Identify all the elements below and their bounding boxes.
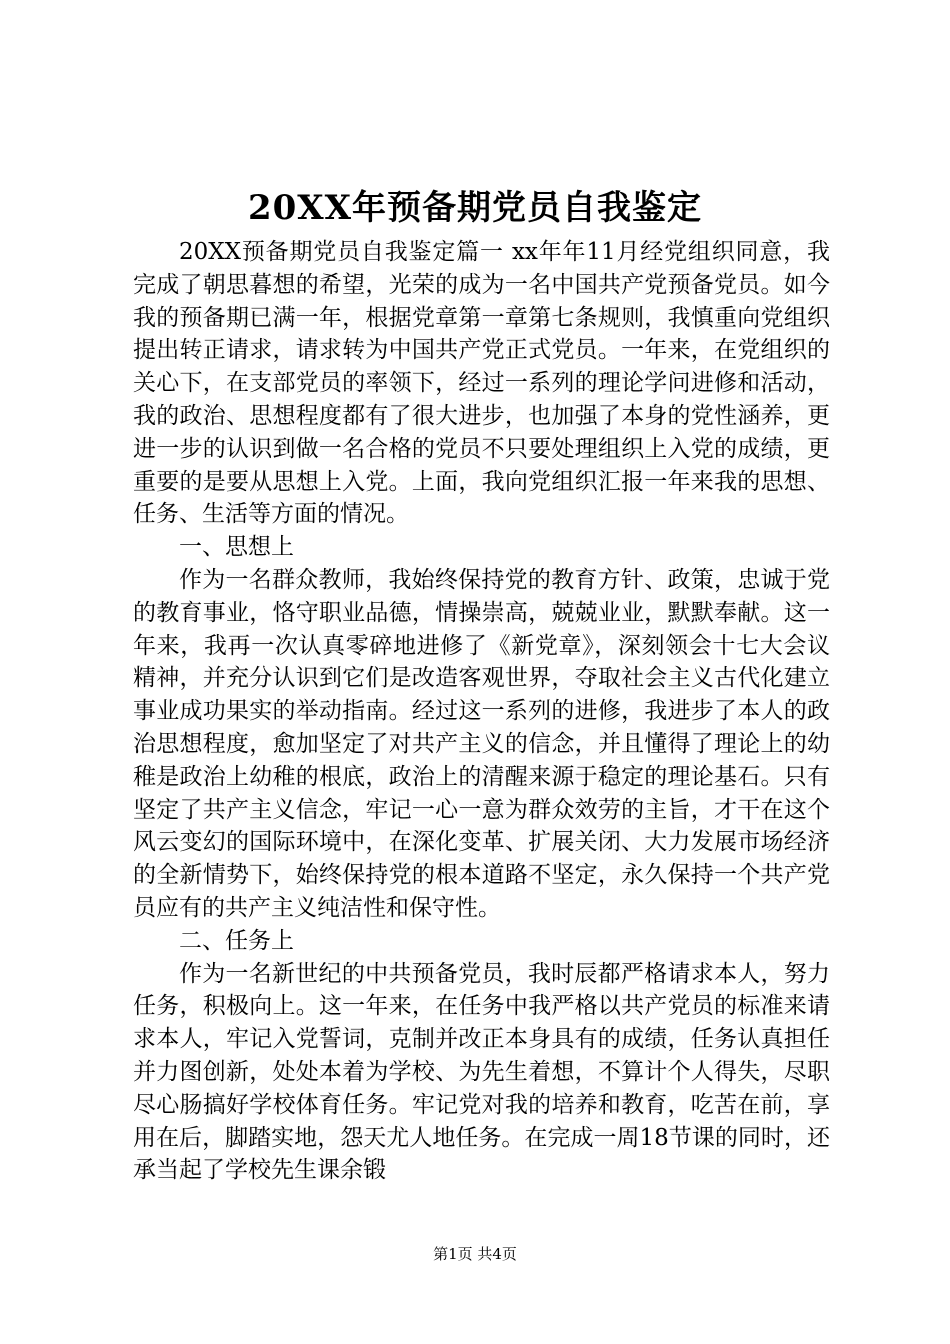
document-body [133, 236, 830, 1187]
section-heading-thought: 一、思想上 [179, 534, 294, 561]
intro-paragraph: 20XX预备期党员自我鉴定篇一 xx年年11月经党组织同意，我完成了朝思暮想的希望，光荣的成为一名中国共产党预备党员。如今我的预备期已满一年，根据党章第一章第七条规则，我慎重向党组织提出转正请求，请求转为中国共产党正式党员。一年来，在党组织的关心下，在支部党员的率领下，经过一系列的理论学问进修和活动，我的政治、思想程度都有了很大进步，也加强了本身的党性涵养，更进一步的认识到做一名合格的党员不只要处理组织上入党的成绩，更重要的是要从思想上入党。上面，我向党组织汇报一年来我的思想、任务、生活等方面的情况。 [133, 239, 830, 528]
document-title: 20XX年预备期党员自我鉴定 [247, 188, 703, 228]
section-heading-work: 二、任务上 [179, 927, 294, 954]
page-footer: 第1页 共4页 [433, 1245, 517, 1263]
thought-paragraph: 作为一名群众教师，我始终保持党的教育方针、政策，忠诚于党的教育事业，恪守职业品德，情操崇高，兢兢业业，默默奉献。这一年来，我再一次认真零碎地进修了《新党章》，深刻领会十七大会议精神，并充分认识到它们是改造客观世界，夺取社会主义古代化建立事业成功果实的举动指南。经过这一系列的进修，我进步了本人的政治思想程度，愈加坚定了对共产主义的信念，并且懂得了理论上的幼稚是政治上幼稚的根底，政治上的清醒来源于稳定的理论基石。只有坚定了共产主义信念，牢记一心一意为群众效劳的主旨，才干在这个风云变幻的国际环境中，在深化变革、扩展关闭、大力发展市场经济的全新情势下，始终保持党的根本道路不坚定，永久保持一个共产党员应有的共产主义纯洁性和保守性。 [133, 566, 830, 921]
work-paragraph: 作为一名新世纪的中共预备党员，我时辰都严格请求本人，努力任务，积极向上。这一年来，在任务中我严格以共产党员的标准来请求本人，牢记入党誓词，克制并改正本身具有的成绩，任务认真担任并力图创新，处处本着为学校、为先生着想，不算计个人得失，尽职尽心肠搞好学校体育任务。牢记党对我的培养和教育，吃苦在前，享用在后，脚踏实地，怨天尤人地任务。在完成一周18节课的同时，还承当起了学校先生课余锻 [133, 960, 830, 1184]
